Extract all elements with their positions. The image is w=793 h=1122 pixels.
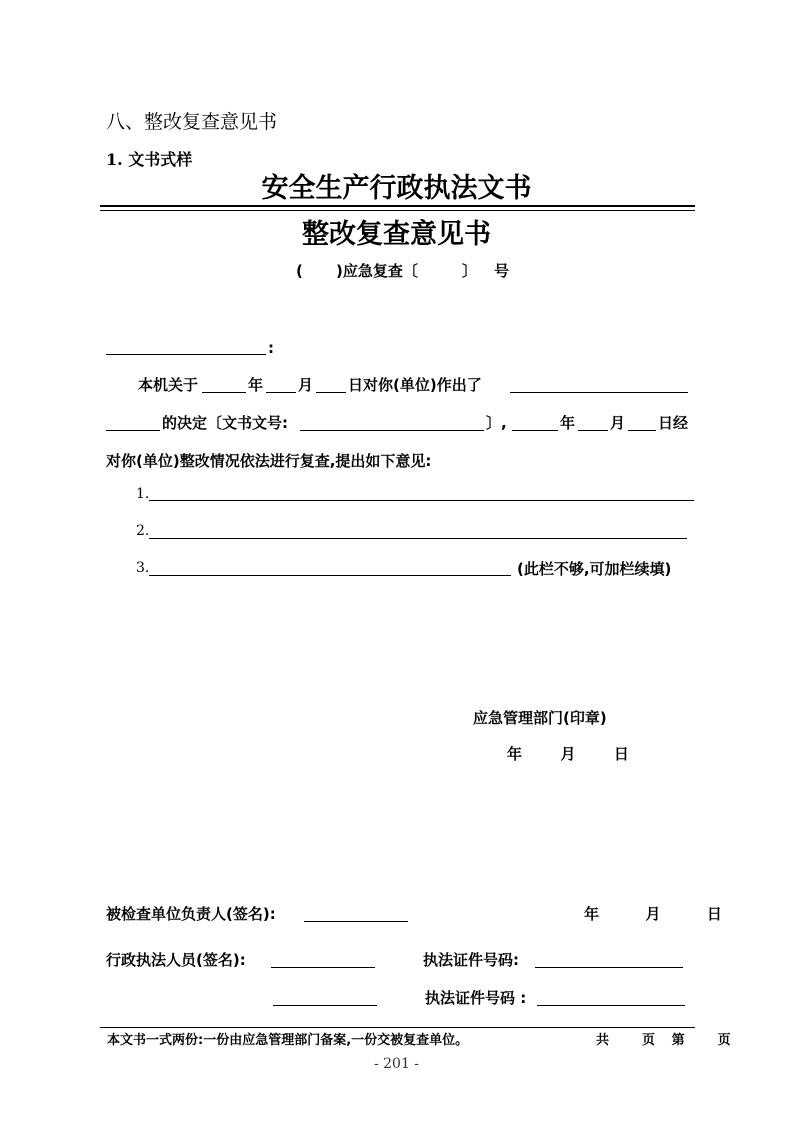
review-day-field[interactable] [628, 430, 656, 431]
decision-name-field-a[interactable] [510, 392, 688, 393]
doc-number-suffix: 号 [494, 262, 510, 280]
year-label: 年 [248, 376, 264, 394]
doc-number-close: 〕 [462, 262, 478, 280]
opinion-1-number: 1. [136, 486, 150, 502]
review-intro: 对你(单位)整改情况依法进行复查,提出如下意见: [106, 452, 432, 470]
doc-subtitle: 整改复查意见书 [302, 219, 491, 250]
p1-prefix: 本机关于 [138, 376, 199, 394]
review-day-via-label: 日经 [658, 414, 689, 432]
seal-dept-label: 应急管理部门(印章) [473, 709, 607, 727]
title-rule-thick [100, 205, 695, 207]
doc-title: 安全生产行政执法文书 [261, 173, 532, 204]
opinion-3-field[interactable] [149, 575, 511, 576]
decision-month-field[interactable] [266, 392, 296, 393]
cert-number-2-field[interactable] [537, 1005, 685, 1006]
section-heading: 八、整改复查意见书 [106, 111, 278, 133]
review-month-field[interactable] [578, 430, 608, 431]
footer-rule [100, 1027, 695, 1028]
doc-number-open: ( [296, 262, 303, 280]
cert-label-2: 执法证件号码 : [425, 989, 527, 1007]
page-count-label: 共 页 第 页 [596, 1033, 731, 1048]
close-bracket-comma: 〕, [486, 414, 507, 432]
review-year-label: 年 [560, 414, 576, 432]
doc-number-label: )应急复查〔 [336, 262, 418, 280]
officer-label: 行政执法人员(签名): [106, 951, 246, 969]
seal-date-label: 年 月 日 [507, 745, 629, 763]
decision-name-field-b[interactable] [106, 430, 160, 431]
day-to-you-label: 日对你(单位)作出了 [348, 376, 482, 394]
recipient-colon: : [268, 339, 274, 357]
decision-year-field[interactable] [202, 392, 246, 393]
recipient-field[interactable] [106, 354, 266, 355]
review-month-label: 月 [610, 414, 626, 432]
cert-label-1: 执法证件号码: [423, 951, 519, 969]
title-rule-thin [100, 210, 695, 211]
copies-note: 本文书一式两份:一份由应急管理部门备案,一份交被复查单位。 [107, 1033, 469, 1048]
add-rows-note: (此栏不够,可加栏续填) [517, 560, 672, 578]
page-number: - 201 - [373, 1056, 420, 1072]
inspected-head-label: 被检查单位负责人(签名): [106, 905, 276, 923]
subsection-heading: 1. 文书式样 [106, 150, 193, 169]
decision-ref-label: 的决定〔文书文号: [162, 414, 288, 432]
month-label: 月 [298, 376, 314, 394]
officer-2-signature-field[interactable] [273, 1005, 377, 1006]
opinion-3-number: 3. [136, 560, 150, 576]
doc-ref-field[interactable] [300, 430, 484, 431]
cert-number-1-field[interactable] [535, 967, 683, 968]
review-year-field[interactable] [512, 430, 558, 431]
inspected-date-label: 年 月 日 [584, 905, 722, 923]
decision-day-field[interactable] [316, 392, 346, 393]
opinion-1-field[interactable] [149, 500, 694, 501]
inspected-head-signature-field[interactable] [304, 921, 408, 922]
officer-1-signature-field[interactable] [271, 967, 375, 968]
opinion-2-field[interactable] [149, 538, 687, 539]
opinion-2-number: 2. [136, 523, 150, 539]
